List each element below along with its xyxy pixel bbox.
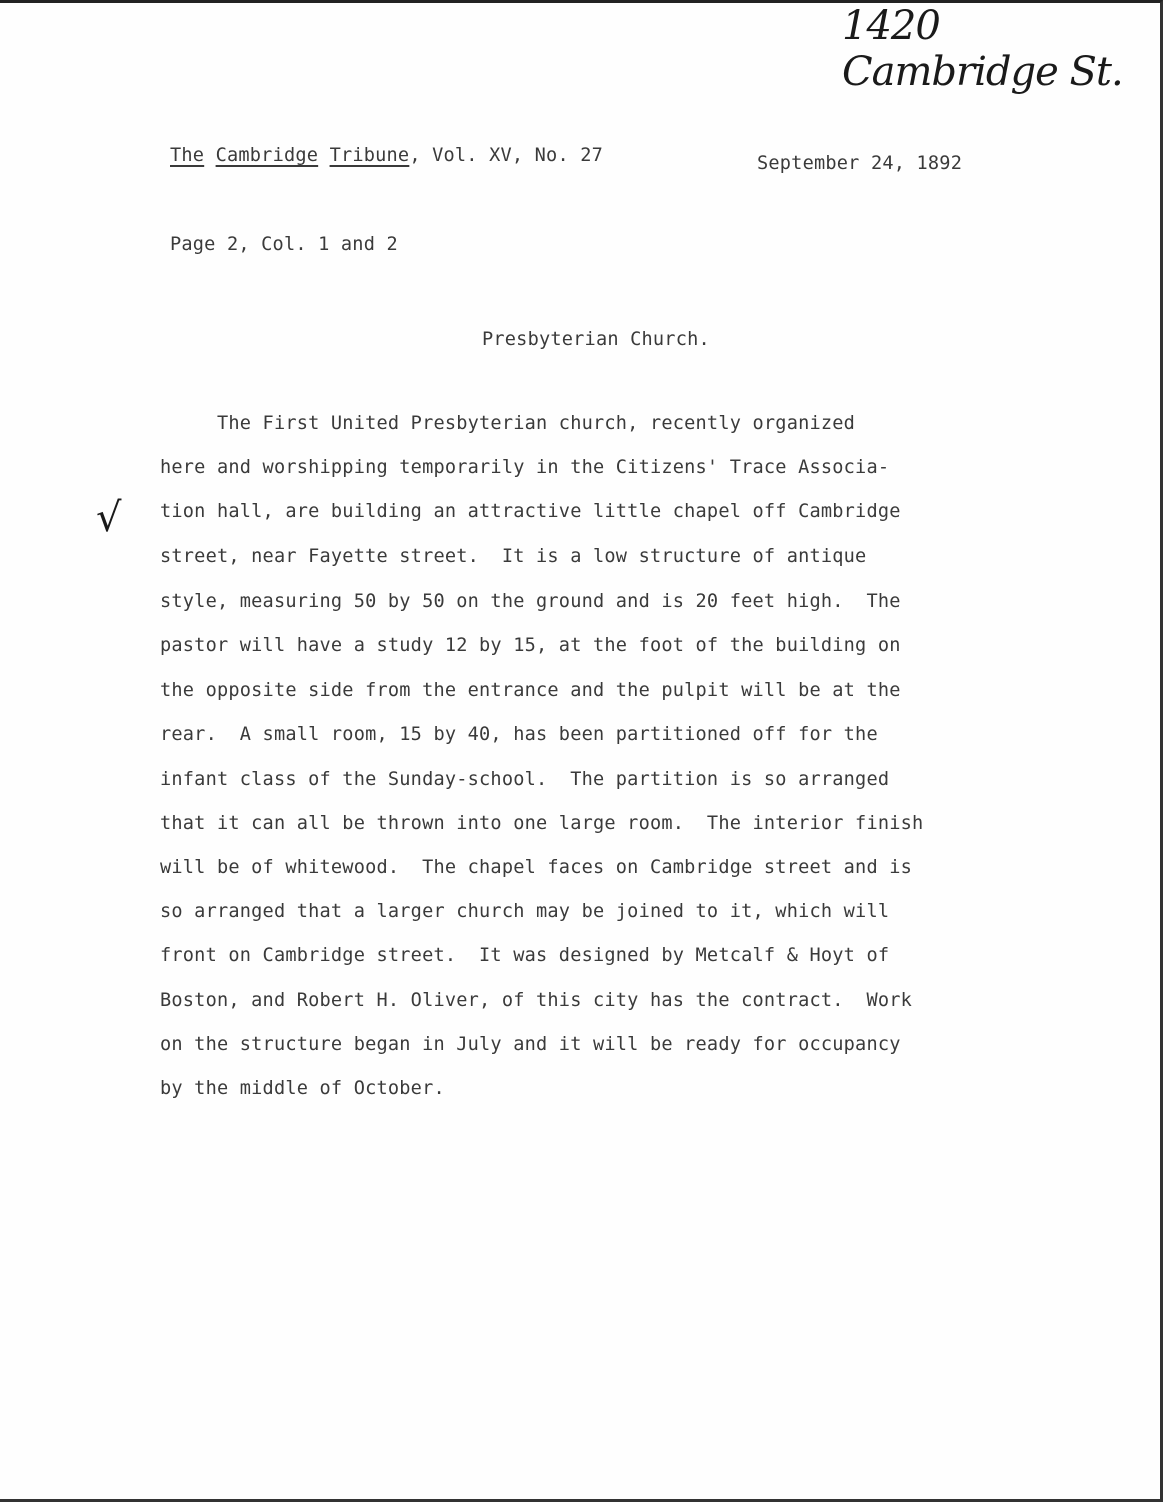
article-title: Presbyterian Church. (482, 329, 710, 350)
article-line: Boston, and Robert H. Oliver, of this city has the contract. Work (160, 990, 913, 1011)
paper-name-tribune: Tribune (329, 145, 410, 166)
volume-number: , Vol. XV, No. 27 (409, 145, 604, 166)
article-line: The First United Presbyterian church, recently organized (160, 413, 856, 434)
article-line: rear. A small room, 15 by 40, has been partitioned off for the (160, 724, 878, 745)
article-line: the opposite side from the entrance and the pulpit will be at the (160, 680, 901, 701)
article-line: pastor will have a study 12 by 15, at the foot of the building on (160, 635, 901, 656)
article-line: here and worshipping temporarily in the Citizens' Trace Associa- (160, 457, 890, 478)
article-line: street, near Fayette street. It is a low structure of antique (160, 546, 867, 567)
publication-date: September 24, 1892 (757, 153, 963, 174)
article-line: tion hall, are building an attractive little chapel off Cambridge (160, 501, 901, 522)
article-line: infant class of the Sunday-school. The partition is so arranged (160, 769, 890, 790)
article-line: so arranged that a larger church may be joined to it, which will (160, 901, 890, 922)
article-line: by the middle of October. (160, 1078, 445, 1099)
paper-name-the: The (170, 145, 205, 166)
page-column-reference: Page 2, Col. 1 and 2 (170, 234, 398, 255)
article-line: on the structure began in July and it will be ready for occupancy (160, 1034, 901, 1055)
handwritten-address-note: 1420 Cambridge St. (842, 3, 1123, 95)
check-mark-icon: √ (96, 495, 122, 541)
article-line: will be of whitewood. The chapel faces on Cambridge street and is (160, 857, 913, 878)
source-citation (170, 145, 603, 166)
article-line: style, measuring 50 by 50 on the ground and is 20 feet high. The (160, 591, 901, 612)
article-line: front on Cambridge street. It was designed by Metcalf & Hoyt of (160, 945, 890, 966)
paper-name-cambridge: Cambridge (215, 145, 319, 166)
article-line: that it can all be thrown into one large room. The interior finish (160, 813, 924, 834)
